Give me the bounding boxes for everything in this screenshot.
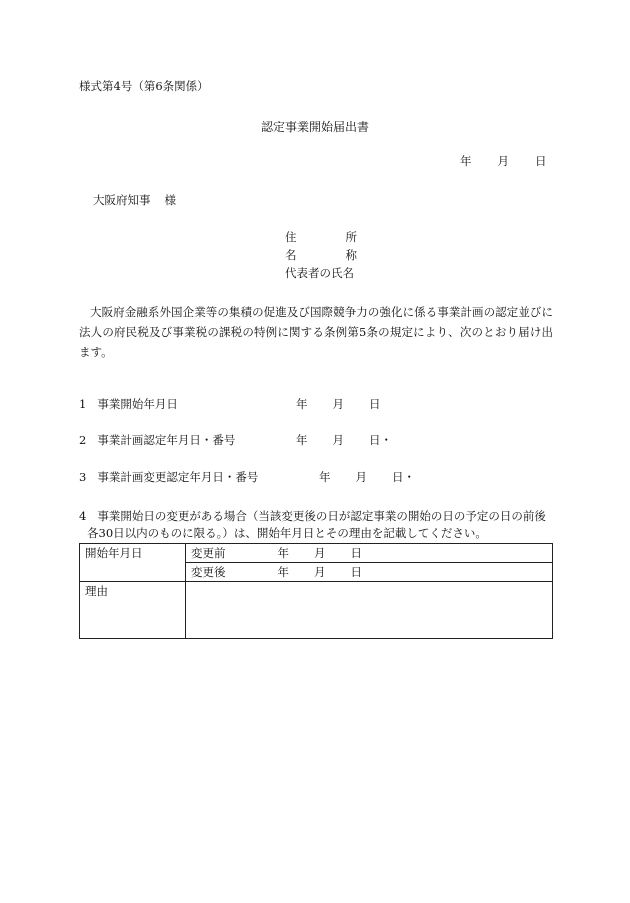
submission-day: 日 [535, 154, 547, 168]
item-label: 事業開始年月日 [97, 397, 178, 411]
after-change-cell[interactable]: 変更後 年 月 日 [186, 563, 553, 582]
form-number: 様式第4号（第6条関係） [79, 79, 209, 93]
before-change-cell[interactable]: 変更前 年 月 日 [186, 544, 553, 563]
item-number: 4 [79, 509, 87, 523]
item-number: 2 [79, 433, 87, 447]
item-label: 事業計画認定年月日・番号 [97, 433, 236, 447]
applicant-representative-label: 代表者の氏名 [285, 266, 354, 280]
item-start-date-change [79, 508, 559, 542]
addressee-name: 大阪府知事 [93, 193, 151, 207]
addressee [93, 194, 176, 208]
reason-input-cell[interactable] [186, 582, 553, 639]
item-plan-change-approval-ymd: 年 月 日・ [319, 470, 415, 484]
addressee-honorific: 様 [164, 193, 176, 207]
item-start-date [79, 398, 178, 412]
start-date-label-cell: 開始年月日 [80, 544, 186, 582]
item-label: 事業計画変更認定年月日・番号 [97, 470, 259, 484]
item4-text-line1: 事業開始日の変更がある場合（当該変更後の日が認定事業の開始の日の予定の日の前後 [97, 509, 546, 523]
body-paragraph: 大阪府金融系外国企業等の集積の促進及び国際競争力の強化に係る事業計画の認定並びに法人の府民税及び事業税の課税の特例に関する条例第5条の規定により、次のとおり届け出ます。 [79, 305, 553, 359]
item-plan-change-approval [79, 471, 258, 485]
document-title: 認定事業開始届出書 [260, 120, 369, 134]
item-number: 3 [79, 470, 87, 484]
item-number: 1 [79, 397, 87, 411]
applicant-address-label: 住 所 [285, 230, 357, 244]
submission-year: 年 [460, 154, 472, 168]
before-label: 変更前 [191, 546, 226, 560]
submission-date [460, 155, 547, 169]
item-plan-approval [79, 434, 235, 448]
after-label: 変更後 [191, 565, 226, 579]
item-plan-approval-ymd: 年 月 日・ [296, 433, 392, 447]
submission-month: 月 [497, 154, 509, 168]
item-start-date-ymd: 年 月 日 [296, 397, 381, 411]
applicant-name-label: 名 称 [285, 248, 357, 262]
item4-text-line2: 各30日以内のものに限る。）は、開始年月日とその理由を記載してください。 [87, 526, 487, 540]
date-change-table [79, 543, 553, 639]
reason-label-cell: 理由 [80, 582, 186, 639]
